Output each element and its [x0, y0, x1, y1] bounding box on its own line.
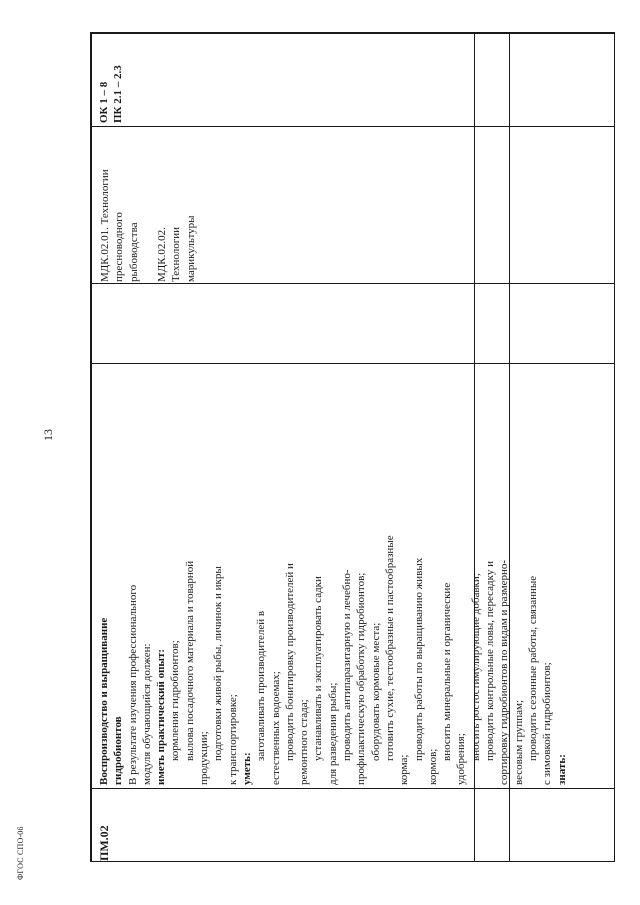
- table-column-line: [91, 33, 92, 861]
- mdk-line: МДК.02.01. Технологии: [99, 169, 111, 282]
- experience-item: подготовки живой рыбы, личинок и икры: [212, 566, 225, 761]
- mdk-line: Технологии: [170, 226, 183, 282]
- experience-item: кормления гидробионтов;: [169, 640, 182, 761]
- competence-line: ОК 1 – 8: [98, 81, 110, 123]
- table-row-top-border: [91, 33, 614, 34]
- skills-item: для разведения рыбы;: [326, 682, 339, 785]
- cell-divider-code: [91, 788, 614, 789]
- intro-line: модуля обучающийся должен:: [140, 643, 153, 785]
- skills-item: вносить ростостимулирующие добавки;: [469, 573, 482, 761]
- skills-item: оборудовать кормовые места;: [369, 622, 382, 761]
- skills-item: заготавливать производителей в: [255, 610, 268, 761]
- experience-item: вылова посадочного материала и товарной: [183, 560, 196, 761]
- competence-line: ПК 2.1 – 2.3: [112, 65, 125, 123]
- mdk-line: рыбоводства: [127, 222, 140, 282]
- skills-item: проводить сезонные работы, связанные: [526, 575, 539, 761]
- skills-item: корма;: [398, 754, 411, 785]
- skills-item: готовить сухие, тестообразные и пастообразные: [383, 535, 396, 761]
- experience-label: иметь практический опыт:: [155, 648, 168, 785]
- skills-item: проводить контрольные ловы, пересадку и: [484, 561, 497, 761]
- mdk-cell: [98, 127, 208, 282]
- mdk-line: пресноводного: [113, 212, 126, 282]
- mdk-line: МДК.02.02.: [156, 227, 169, 282]
- module-title-line: гидробионтов: [112, 716, 125, 785]
- module-description-cell: [97, 365, 568, 785]
- skills-item: весовым группам;: [512, 699, 525, 785]
- mdk-line: марикультуры: [184, 215, 197, 282]
- skills-item: проводить антипаразитарную и лечебно-: [341, 569, 354, 761]
- skills-label: уметь:: [240, 752, 253, 785]
- mdk-line: [141, 127, 155, 282]
- skills-item: удобрения;: [455, 733, 468, 785]
- skills-item: профилактическую обработку гидробионтов;: [355, 572, 368, 785]
- experience-item: к транспортировке;: [226, 694, 239, 785]
- footer-code: ФГОС СПО-06: [16, 826, 25, 880]
- skills-item: с зимовкой гидробионтов;: [541, 662, 554, 785]
- intro-line: В результате изучения профессионального: [126, 584, 139, 785]
- cell-divider-empty: [91, 283, 614, 284]
- skills-item: проводить работы по выращиванию живых: [412, 557, 425, 761]
- page-number: 13: [41, 429, 55, 441]
- experience-item: продукции;: [198, 731, 211, 785]
- skills-item: ремонтного стада;: [298, 699, 311, 785]
- skills-item: кормов;: [426, 748, 439, 785]
- skills-item: естественных водоемах;: [269, 671, 282, 785]
- cell-divider-description: [91, 363, 614, 364]
- knowledge-label: знать:: [555, 754, 568, 785]
- module-code: ПМ.02: [97, 825, 111, 861]
- competence-cell: [97, 33, 137, 123]
- skills-item: устанавливать и эксплуатировать садки: [312, 576, 325, 761]
- skills-item: сортировку гидробионтов по видам и размерно-: [498, 559, 511, 785]
- skills-item: проводить бонитировку производителей и: [283, 563, 296, 761]
- module-title-line: Воспроизводство и выращивание: [98, 617, 110, 785]
- skills-item: вносить минеральные и органические: [441, 582, 454, 761]
